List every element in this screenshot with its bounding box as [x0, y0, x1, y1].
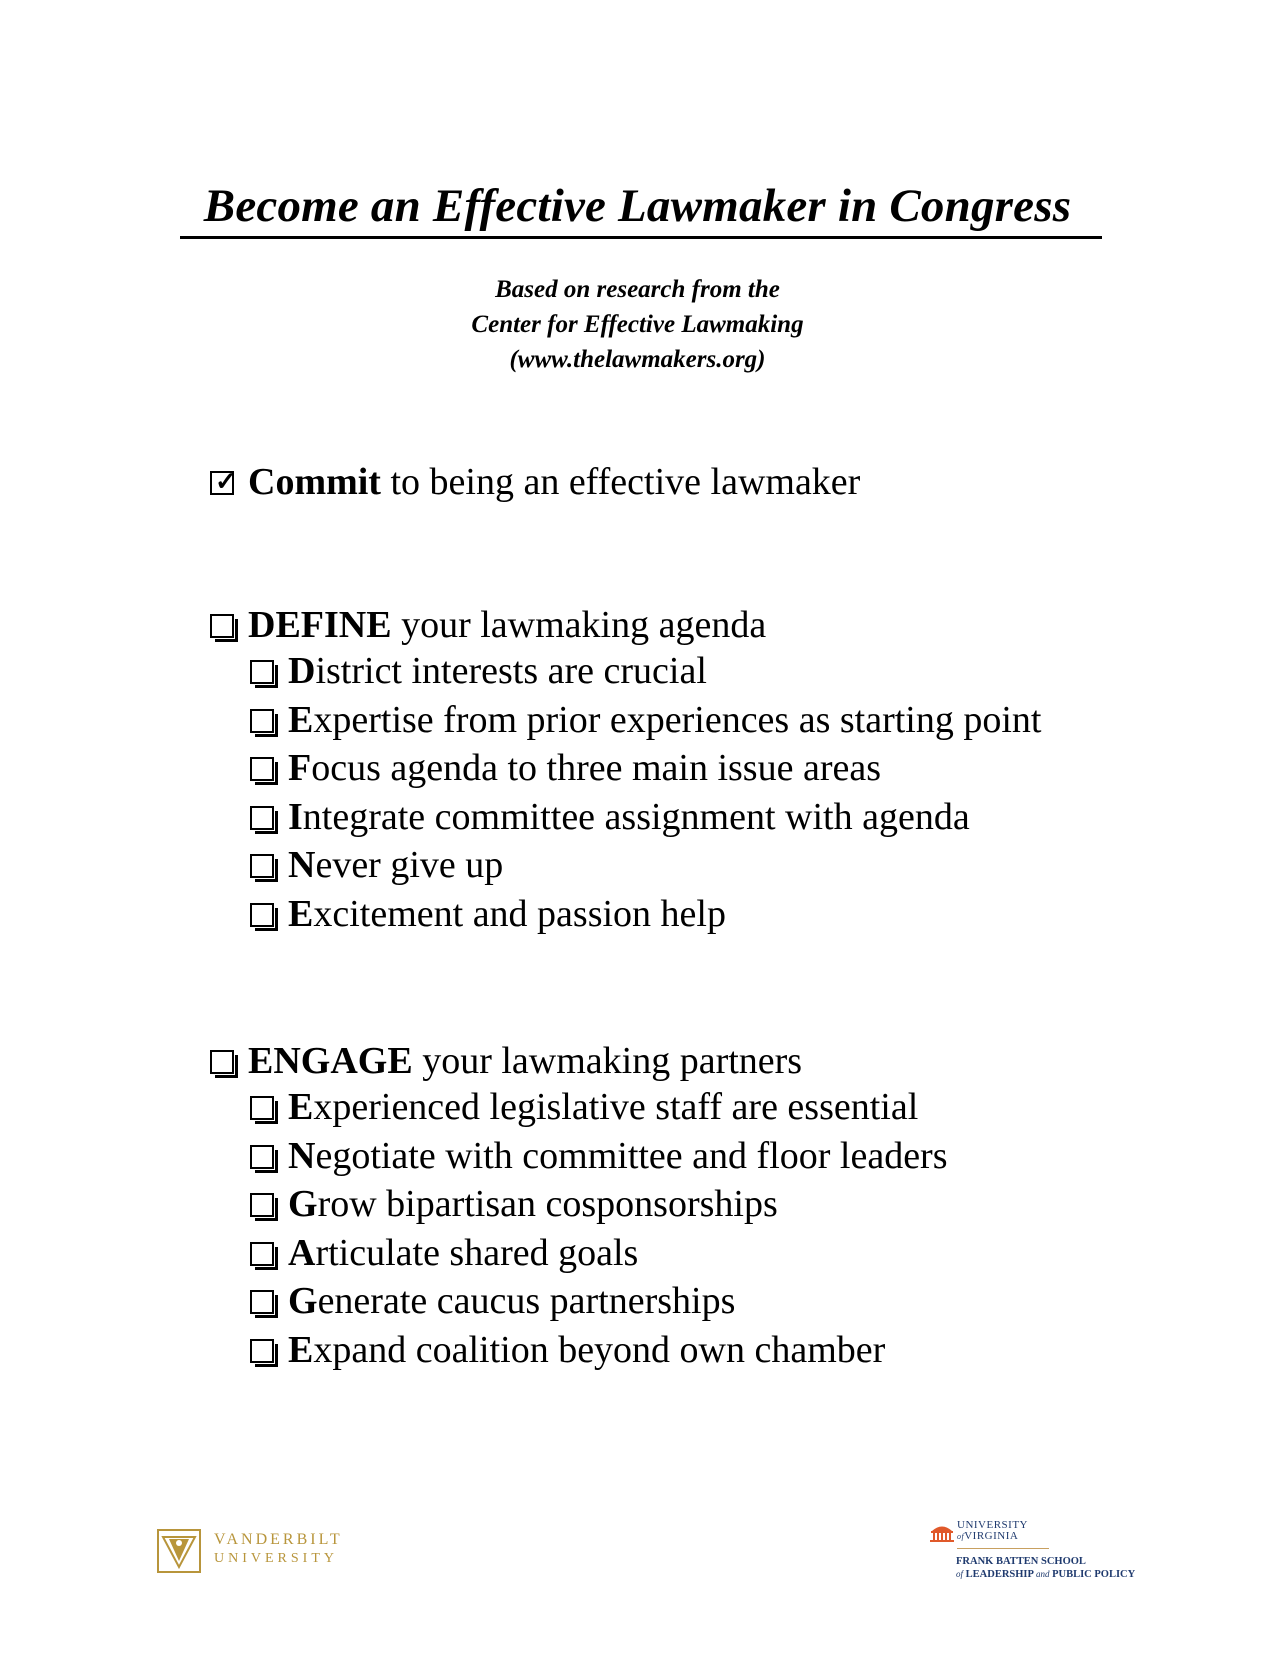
list-item[interactable] — [250, 1132, 948, 1181]
list-item[interactable] — [250, 1277, 948, 1326]
title-underline — [180, 236, 1102, 239]
item-text: xcitement and passion help — [313, 892, 726, 935]
checkbox-icon[interactable] — [250, 1096, 274, 1120]
item-text: xpand coalition beyond own chamber — [313, 1328, 886, 1371]
engage-bold: ENGAGE — [248, 1040, 413, 1082]
item-text: ocus agenda to three main issue areas — [311, 747, 881, 789]
uva-divider — [957, 1548, 1049, 1549]
vanderbilt-line-2: UNIVERSITY — [214, 1551, 338, 1566]
item-initial: G — [288, 1280, 318, 1322]
item-initial: E — [288, 1086, 314, 1128]
checkbox-icon[interactable] — [250, 1290, 274, 1314]
uva-batten-logo — [930, 1518, 1150, 1588]
uva-name-virginia: VIRGINIA — [964, 1530, 1019, 1542]
subtitle-line-3: (www.thelawmakers.org) — [509, 346, 766, 373]
checkbox-icon[interactable] — [210, 614, 234, 638]
commit-bold: Commit — [248, 461, 381, 503]
vanderbilt-oak-v-icon — [157, 1529, 201, 1573]
batten-of: of — [956, 1569, 964, 1579]
uva-name-of: of — [957, 1532, 965, 1541]
item-initial: E — [288, 1328, 314, 1371]
subtitle — [0, 272, 1275, 377]
list-item[interactable] — [250, 1326, 948, 1375]
engage-sub-list — [250, 1083, 948, 1374]
page-title: Become an Effective Lawmaker in Congress — [203, 180, 1072, 232]
subtitle-line-1: Based on research from the — [495, 276, 780, 303]
item-initial: N — [288, 1134, 316, 1177]
rotunda-icon — [930, 1522, 954, 1542]
list-item[interactable] — [250, 841, 1041, 890]
item-initial: E — [288, 698, 314, 741]
engage-text: your lawmaking partners — [412, 1040, 803, 1082]
checkbox-icon[interactable] — [250, 1193, 274, 1217]
uva-name — [957, 1520, 1028, 1542]
item-text: ntegrate committee assignment with agenda — [302, 795, 970, 838]
checkbox-icon[interactable] — [250, 854, 274, 878]
item-initial: F — [288, 747, 312, 789]
engage-item[interactable] — [210, 1039, 802, 1083]
item-text: xperienced legislative staff are essential — [313, 1086, 919, 1128]
list-item[interactable] — [250, 890, 1041, 939]
batten-line-1: FRANK BATTEN SCHOOL — [956, 1556, 1086, 1567]
checkbox-icon[interactable] — [250, 806, 274, 830]
define-text: your lawmaking agenda — [391, 604, 767, 646]
vanderbilt-logo — [157, 1529, 357, 1589]
checkbox-icon[interactable] — [250, 903, 274, 927]
list-item[interactable] — [250, 1180, 948, 1229]
define-item[interactable] — [210, 603, 766, 647]
item-initial: D — [288, 650, 316, 692]
uva-name-line-1: UNIVERSITY — [957, 1519, 1028, 1531]
item-text: ever give up — [315, 844, 504, 886]
checkbox-icon[interactable] — [250, 660, 274, 684]
checkbox-icon[interactable] — [250, 1242, 274, 1266]
checkbox-icon[interactable] — [210, 1050, 234, 1074]
item-text: xpertise from prior experiences as starting point — [313, 698, 1042, 741]
commit-item[interactable] — [210, 460, 860, 504]
item-initial: I — [288, 795, 303, 838]
list-item[interactable] — [250, 793, 1041, 842]
item-initial: G — [288, 1183, 318, 1225]
item-initial: N — [288, 844, 316, 886]
batten-public-policy: PUBLIC POLICY — [1049, 1569, 1136, 1580]
list-item[interactable] — [250, 647, 1041, 696]
batten-school-name — [956, 1556, 1135, 1581]
list-item[interactable] — [250, 696, 1041, 745]
define-bold: DEFINE — [248, 604, 392, 646]
subtitle-line-2: Center for Effective Lawmaking — [471, 311, 804, 338]
checkbox-icon[interactable] — [250, 1145, 274, 1169]
item-text: istrict interests are crucial — [315, 650, 707, 692]
item-text: rticulate shared goals — [315, 1231, 639, 1274]
batten-leadership: LEADERSHIP — [963, 1569, 1036, 1580]
checked-checkbox-icon[interactable]: ✓ — [210, 471, 234, 495]
batten-and: and — [1035, 1569, 1050, 1579]
uva-name-line-2 — [957, 1531, 1028, 1542]
commit-text: to being an effective lawmaker — [380, 461, 861, 503]
list-item[interactable] — [250, 1229, 948, 1278]
list-item[interactable] — [250, 1083, 948, 1132]
item-text: egotiate with committee and floor leaders — [315, 1134, 948, 1177]
batten-line-2 — [956, 1568, 1135, 1581]
item-initial: E — [288, 892, 314, 935]
checkbox-icon[interactable] — [250, 709, 274, 733]
list-item[interactable] — [250, 744, 1041, 793]
item-text: enerate caucus partnerships — [317, 1280, 736, 1322]
item-text: row bipartisan cosponsorships — [317, 1183, 778, 1225]
checkbox-icon[interactable] — [250, 1339, 274, 1363]
vanderbilt-line-1: VANDERBILT — [214, 1531, 343, 1548]
item-initial: A — [288, 1231, 316, 1274]
checkbox-icon[interactable] — [250, 757, 274, 781]
define-sub-list — [250, 647, 1041, 938]
